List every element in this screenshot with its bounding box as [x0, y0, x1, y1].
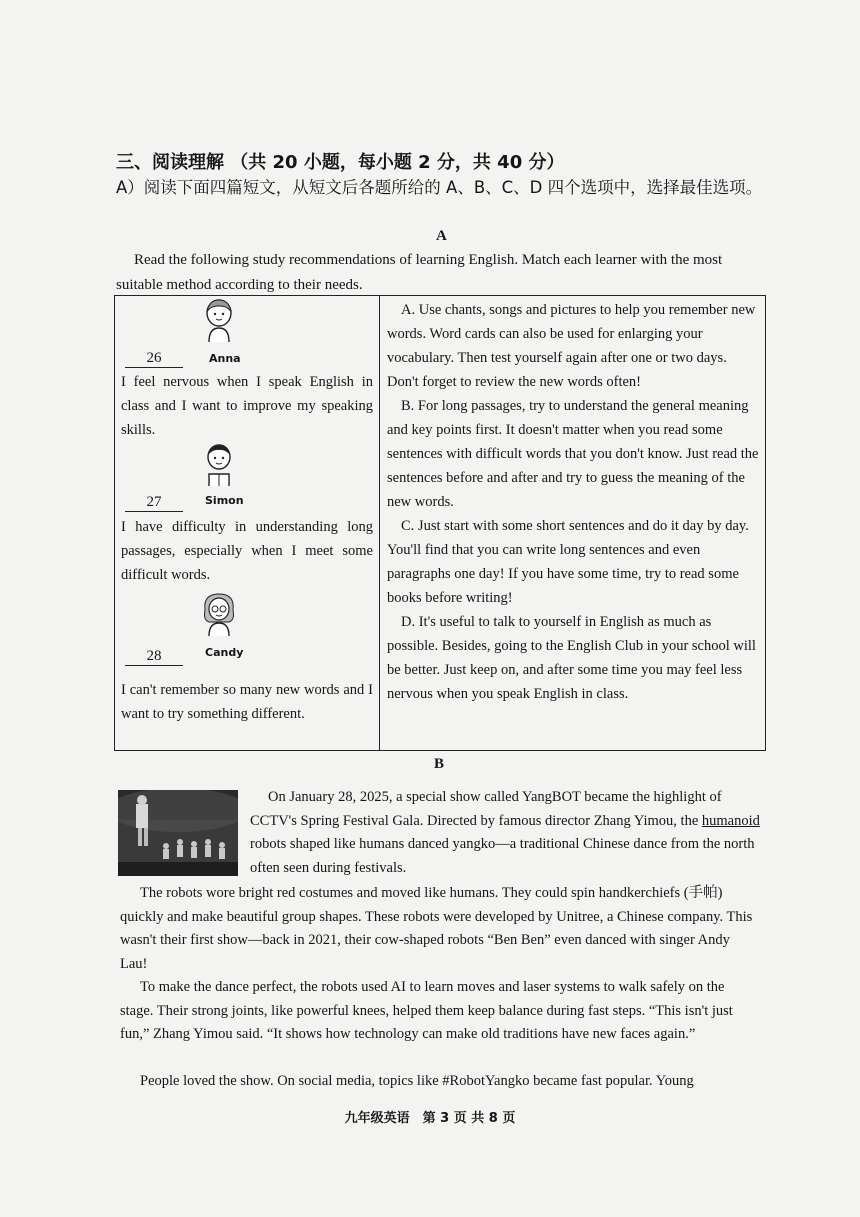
underlined-word: humanoid [701, 812, 760, 829]
robot-dance-photo [118, 790, 238, 876]
section-title: 三、阅读理解 （共 20 小题，每小题 2 分，共 40 分） [116, 152, 565, 173]
learner-name: Anna [209, 352, 241, 365]
matching-table [114, 295, 766, 751]
learner-name: Candy [205, 646, 244, 659]
learner-name: Simon [205, 494, 244, 507]
option-d: D. It's useful to talk to yourself in English as much as possible. Besides, going to the English Club in your school will be better. Just keep on, and after some time you may feel less nervous when you speak English in class. [387, 614, 756, 702]
option-a: A. Use chants, songs and pictures to help you remember new words. Word cards can also be used for enlarging your vocabulary. Then test yourself again after one or two days. Don't forget to review the new words often! [387, 302, 756, 390]
learner-need-text: I can't remember so many new words and I want to try something different. [121, 682, 373, 722]
option-c: C. Just start with some short sentences and do it day by day. You'll find that you can write long sentences and even paragraphs one day! If you have some time, try to read some books before writing! [387, 518, 749, 606]
method-options [387, 298, 759, 706]
learner-need-text: I have difficulty in understanding long passages, especially when I meet some difficult words. [121, 519, 373, 583]
table-column-divider [379, 296, 380, 750]
answer-blank-26[interactable]: 26 [125, 350, 183, 368]
passage-b-paragraph-2: The robots wore bright red costumes and moved like humans. They could spin handkerchiefs (手帕) quickly and make beautiful group shapes. These robots were developed by Unitree, a Chinese company. This wasn't their first show—back in 2021, their cow-shaped robots “Ben Ben” even danced with singer Andy Lau! [120, 885, 753, 972]
girl-glasses-avatar-icon [201, 592, 237, 636]
answer-blank-28[interactable]: 28 [125, 648, 183, 666]
part-b-label: B [434, 756, 445, 772]
part-a-intro: Read the following study recommendations of learning English. Match each learner with the most suitable method according to their needs. [116, 252, 723, 293]
section-instruction: A）阅读下面四篇短文，从短文后各题所给的 A、B、C、D 四个选项中，选择最佳选项。 [116, 178, 763, 197]
option-b: B. For long passages, try to understand the general meaning and key points first. It doesn't matter when you read some sentences with difficult words that you don't know. Just read the sentences before and after and try to guess the meaning of the new words. [387, 398, 759, 510]
part-a-label: A [436, 228, 447, 244]
passage-b-paragraph-4: People loved the show. On social media, topics like #RobotYangko became fast popular. Young [140, 1073, 694, 1089]
page-footer: 九年级英语 第 3 页 共 8 页 [344, 1111, 516, 1126]
learner-need-text: I feel nervous when I speak English in class and I want to improve my speaking skills. [121, 374, 373, 438]
boy-avatar-icon [201, 442, 237, 486]
answer-blank-27[interactable]: 27 [125, 494, 183, 512]
girl-avatar-icon [201, 298, 237, 342]
passage-b-paragraph-1: On January 28, 2025, a special show called YangBOT became the highlight of CCTV's Spring Festival Gala. Directed by famous director Zhang Yimou, the humanoid robots shaped like humans danced yangko—a traditional Chinese dance from the north often seen during festivals. [250, 789, 760, 876]
passage-b-paragraph-3: To make the dance perfect, the robots used AI to learn moves and laser systems to walk safely on the stage. Their strong joints, like powerful knees, helped them keep balance during fast steps. “This isn't just fun,” Zhang Yimou said. “It shows how technology can make old traditions have new faces again.” [120, 979, 733, 1042]
